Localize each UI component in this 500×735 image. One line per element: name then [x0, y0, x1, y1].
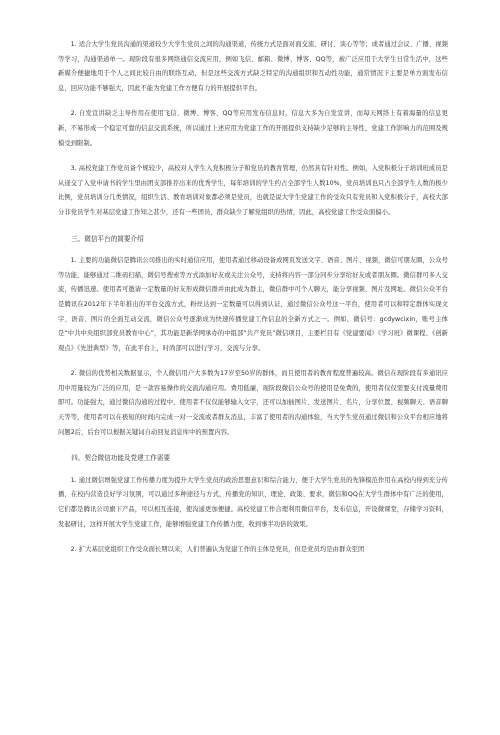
section-heading-3: 三、微信平台的简要介绍 [71, 234, 144, 243]
paragraph-3: 3. 高校党建工作党员备个规较少，高校对入学生入党积极分子和党员的教育管理，仍然具有针对性。例如，入党积极分子培训班成员是从递交了入党申请书的学生里由团支部推荐出来的优秀学生，每年培训的学生约占全部学生人数10%，党员培训也只占全部学生人数的极少比例，党员培训分几类情况，组织生活、教育培训对象都必须是党员，也就是说大学生党建工作的受众只有党员和入党积极分子，高校大部分非党员学生对基层党建工作知之甚少，还有一些团员、群众缺少了解党组织的热情，因此，高校党建工作受众面偏小。 [58, 165, 448, 216]
paragraph-6: 1. 通过微信增强党建工作传播力度为提升大学生党员的政治思想意识和综合能力，便于大学生党员的先锋模范作用在高校内得到充分传播，在校内营造良好学习氛围，可以通过多种途径与方式，传播党的知识、理论、政策、要求，微信和QQ在大学生群体中有广泛的使用，它们都是腾讯公司旗下产品，可以相互连接，使沟通更加便捷。高校党建工作合理利用微信平台，发布信息，开设微课堂，存储学习资料，发起研讨，这样开展大学生党建工作，能够增强党建工作传播力度，收到事半功倍的效果。 [58, 476, 448, 528]
paragraph-2: 2. 自发宣讲缺乏主导作用在使用飞信、微博、博客、QQ等应用发布信息时，信息大多为自发宣讲，而每天网络上有着海量的信息更新，不易形成一个稳定可靠的信息交流系统，所以通过上述应用为党建工作的开展提供支持缺少足够的主导性，党建工作影响力的范围及规模受到限制。 [58, 110, 448, 147]
paragraph-5: 2. 微信的优势相关数据显示，个人微信用户大多数为17岁至50岁的群体，而且使用者的教育程度普遍较高。微信在现阶段有多通讯应用中用量较为广泛的应用，是一款容易操作的交流沟通应用。费用低廉，现阶段微信公众号的使用是免费的，使用者仅仅需要支付流量费用即可。功能强大，通过微信沟通的过程中，使用者不仅仅能够输入文字，还可以加插图片、发送图片、名片，分享位置、视频聊天、语音聊天等等，使用者可以在极短的时间内完成一对一交流或者群友消息，丰富了使用者的沟通体验，当大学生党员通过微信和公众平台相应地将问题2后，后台可以根据关键词自动回复消息库中的预置内容。 [58, 370, 448, 436]
paragraph-7: 2. 扩大基层党组织工作受众面长期以来，人们普遍认为党建工作的主体是党员，但是党员均是由群众至团 [70, 546, 365, 554]
section-heading-4: 四、契合微信功能及党建工作需要 [71, 454, 171, 463]
paragraph-4: 1. 主要的功能微信是腾讯公司推出的实时通信应用，使用者通过移动设备或网页发送文字、语音、图片、视频，微信可朋友圈，公众号等功能，能够通过二维码扫描，微信号搜索等方式添加好友或关注公众号，支持将内容一部分同步分享给好友或者朋友圈。微信群可多人交流，传播迅速。使用者可邀请一定数量的好友形成微信群并由此成为群主，微信群中可个人聊天，能分享视频、图片及网址。微信公众平台是腾讯在2012年下半年推出的平台交流方式，粉丝达到一定数量可以得到认证，通过微信公众号这一平台，使用者可以和特定群体实现文字、语音、图片的全面互动交流，微信公众号逐渐成为快速传播党建工作信息的全新方式之一。例如，微信号：gcdywcixin，账号主体是“中共中央组织部党员教育中心”，其功能是新华网承办的中组部“共产党员”微信项目，主要栏目有《党建要闻》《学习班》微课程、《创新观点》《先进典型》等，在此平台上，时尚部可以进行学习、交流与分享。 [58, 257, 448, 352]
paragraph-1: 1. 适合大学生党员沟通的渠道较少大学生党员之间的沟通渠道，传统方式是面对面交流、研讨、谈心等等；或者通过会议、广播、视频等学习，沟通渠道单一。现阶段有很多网络通信交流应用，例如飞信、邮箱、微博、博客、QQ等，被广泛应用于大学生日常生活中，这些新媒介便捷地用于个人之间比较自由的联络互动，但是这些交流方式缺乏特定的沟通组织和互动性功能，通常情况下主要是单方面发布信息，回应功能不够强大，因此不能为党建工作方便有力的开展提供平台。 [58, 41, 448, 92]
